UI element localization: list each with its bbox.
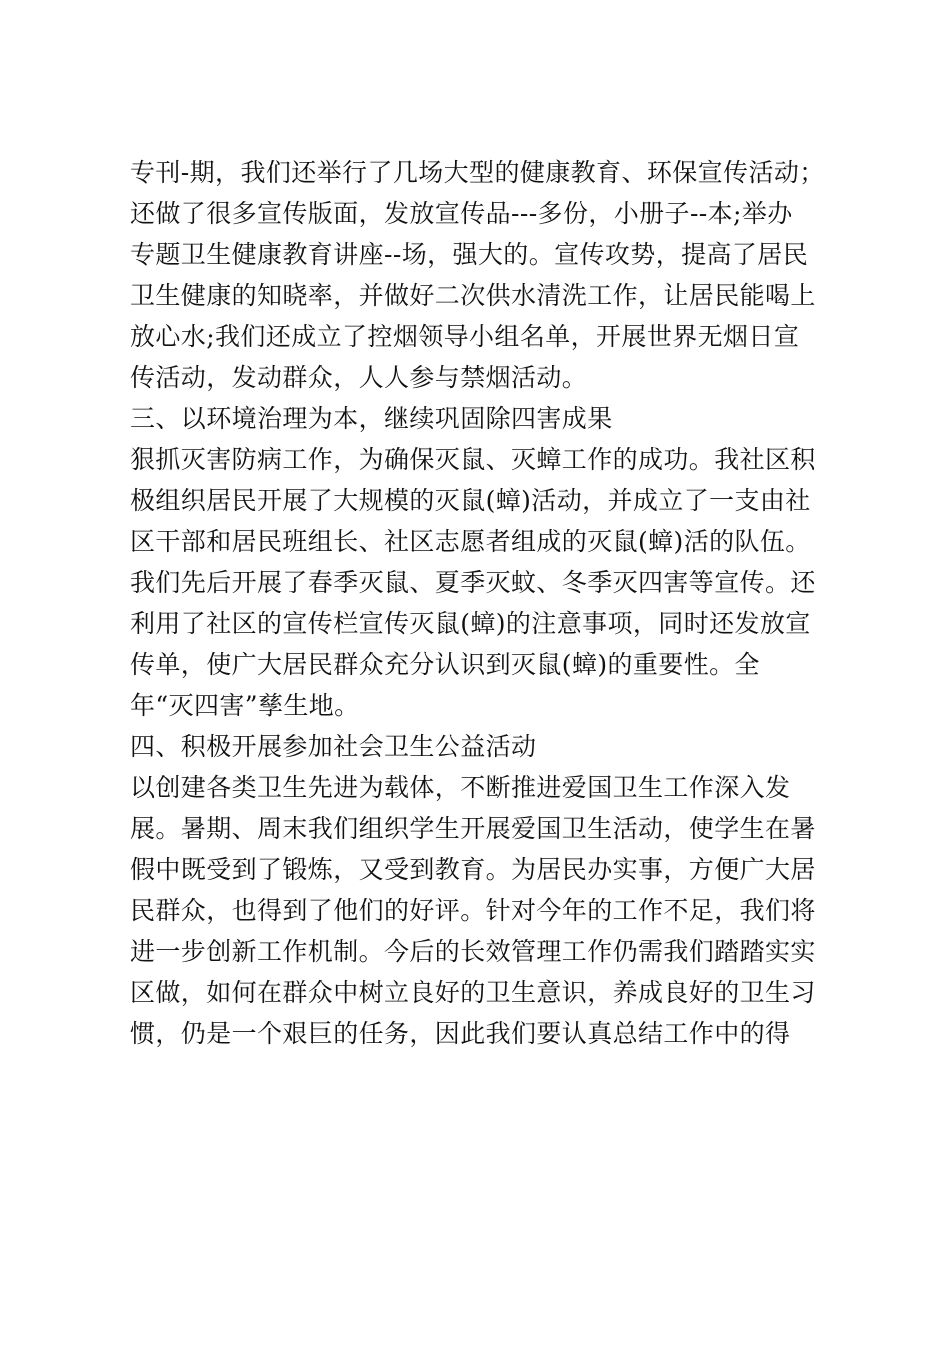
section-heading: 三、以环境治理为本，继续巩固除四害成果 xyxy=(130,404,613,433)
paragraph-line: 还做了很多宣传版面，发放宣传品---多份，小册子--本;举办 xyxy=(130,199,793,228)
paragraph-line: 传活动，发动群众，人人参与禁烟活动。 xyxy=(130,363,588,392)
paragraph-line: 专刊-期，我们还举行了几场大型的健康教育、环保宣传活动； xyxy=(130,158,825,187)
paragraph-line: 民群众，也得到了他们的好评。针对今年的工作不足，我们将 xyxy=(130,896,816,925)
document-body xyxy=(130,152,830,1054)
paragraph-line: 卫生健康的知晓率，并做好二次供水清洗工作，让居民能喝上 xyxy=(130,281,816,310)
section-heading: 四、积极开展参加社会卫生公益活动 xyxy=(130,732,537,761)
paragraph-line: 以创建各类卫生先进为载体，不断推进爱国卫生工作深入发 xyxy=(130,773,791,802)
paragraph-line: 放心水;我们还成立了控烟领导小组名单，开展世界无烟日宣 xyxy=(130,322,800,351)
paragraph-line: 年“灭四害”孳生地。 xyxy=(130,691,360,720)
paragraph-line: 区干部和居民班组长、社区志愿者组成的灭鼠(蟑)活的队伍。 xyxy=(130,527,811,556)
paragraph-line: 专题卫生健康教育讲座--场，强大的。宣传攻势，提高了居民 xyxy=(130,240,809,269)
paragraph-line: 利用了社区的宣传栏宣传灭鼠(蟑)的注意事项，同时还发放宣 xyxy=(130,609,811,638)
paragraph-line: 传单，使广大居民群众充分认识到灭鼠(蟑)的重要性。全 xyxy=(130,650,760,679)
paragraph-line: 进一步创新工作机制。今后的长效管理工作仍需我们踏踏实实 xyxy=(130,937,816,966)
paragraph-line: 区做，如何在群众中树立良好的卫生意识，养成良好的卫生习 xyxy=(130,978,816,1007)
paragraph-line: 狠抓灭害防病工作，为确保灭鼠、灭蟑工作的成功。我社区积 xyxy=(130,445,816,474)
paragraph-line: 展。暑期、周末我们组织学生开展爱国卫生活动，使学生在暑 xyxy=(130,814,816,843)
paragraph-line: 极组织居民开展了大规模的灭鼠(蟑)活动，并成立了一支由社 xyxy=(130,486,811,515)
paragraph-line: 惯，仍是一个艰巨的任务，因此我们要认真总结工作中的得 xyxy=(130,1019,791,1048)
paragraph-line: 我们先后开展了春季灭鼠、夏季灭蚊、冬季灭四害等宣传。还 xyxy=(130,568,816,597)
paragraph-line: 假中既受到了锻炼，又受到教育。为居民办实事，方便广大居 xyxy=(130,855,816,884)
